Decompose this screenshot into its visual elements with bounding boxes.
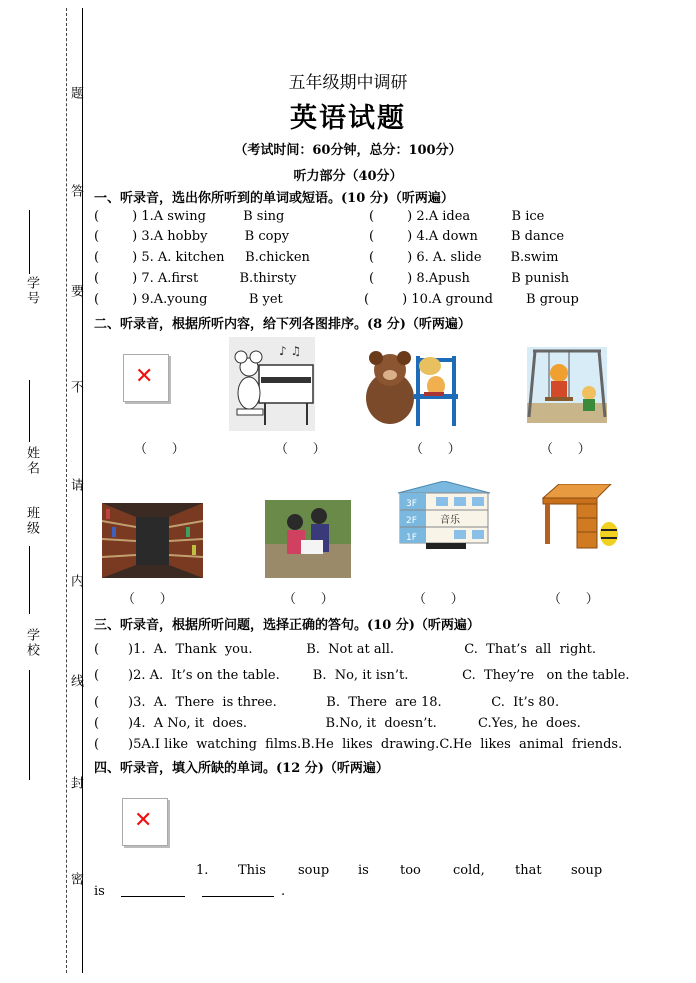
floor-label: 1F [406,533,417,543]
binding-char: 不 [68,380,83,393]
listening-part-title: 听力部分（40分） [293,169,403,184]
section4-title: 四、听录音，填入所缺的单词。(12 分)（听两遍） [94,761,389,776]
picture-order-blank[interactable]: （ ） [275,442,326,457]
s1-q4: ( ) 4.A down B dance [369,229,565,244]
s4-q1-word: 1. [196,863,209,878]
section2-title: 二、听录音，根据所听内容，给下列各图排序。(8 分)（听两遍） [94,317,471,332]
s1-q6: ( ) 6. A. slide B.swim [369,250,559,265]
s1-q5: ( ) 5. A. kitchen B.chicken [94,250,310,265]
binding-char: 内 [68,574,83,587]
s3-q4: ( )4. A No, it does. B.No, it doesn’t. C.Yes, he does. [94,716,581,731]
binding-char: 答 [68,184,83,197]
exam-info: （考试时间：60分钟，总分：100分） [234,143,462,158]
answer-blank-2[interactable] [202,884,274,897]
section1-title: 一、听录音，选出你所听到的单词或短语。(10 分)（听两遍） [94,191,454,206]
picture-order-blank[interactable]: （ ） [540,442,591,457]
svg-text:♪ ♫: ♪ ♫ [279,344,302,358]
s1-q2: ( ) 2.A idea B ice [369,209,545,224]
library-bookshelves-picture [102,503,203,578]
s1-q7: ( ) 7. A.first B.thirsty [94,271,297,286]
s4-q1-word: is [358,863,369,878]
class-blank[interactable] [29,546,30,614]
picture-order-blank[interactable]: （ ） [134,442,185,457]
class-label: 班级 [24,506,39,536]
school-building-picture [396,481,492,551]
s1-q3: ( ) 3.A hobby B copy [94,229,290,244]
school-blank[interactable] [29,670,30,780]
s3-q1: ( )1. A. Thank you. B. Not at all. C. That’s all right. [94,642,597,657]
answer-blank-1[interactable] [121,884,185,897]
binding-char: 要 [68,284,83,297]
broken-image-icon: ✕ [122,798,168,846]
school-label: 学校 [24,628,39,658]
binding-char: 线 [68,674,83,687]
picture-order-blank[interactable]: （ ） [410,442,461,457]
s4-q1-word: This [238,863,266,878]
swing-picture [527,347,607,423]
grade-title: 五年级期中调研 [288,73,408,93]
s4-q1-continuation: is [94,884,105,899]
exam-title: 英语试题 [290,103,406,134]
music-room-sign: 音乐 [440,515,460,526]
broken-image-icon: ✕ [123,354,169,402]
bear-and-dog-chair-picture [364,348,464,428]
floor-label: 3F [406,499,417,509]
binding-char: 密 [68,872,83,885]
mouse-piano-picture [229,337,315,431]
children-reading-picture [265,500,351,578]
section3-title: 三、听录音，根据所听问题，选择正确的答句。(10 分)（听两遍） [94,618,480,633]
s4-q1-word: soup [571,863,603,878]
s4-q1-word: soup [298,863,330,878]
s4-q1-word: cold, [453,863,485,878]
s3-q3: ( )3. A. There is three. B. There are 18. C. It’s 80. [94,695,560,710]
s4-q1-period: . [281,884,286,899]
floor-label: 2F [406,516,417,526]
binding-char: 请 [68,478,83,491]
picture-order-blank[interactable]: （ ） [548,592,599,607]
s3-q5: ( )5A.I like watching films.B.He likes drawing.C.He likes animal friends. [94,737,623,752]
name-blank[interactable] [29,380,30,442]
s1-q1: ( ) 1.A swing B sing [94,209,285,224]
picture-order-blank[interactable]: （ ） [413,592,464,607]
s3-q2: ( )2. A. It’s on the table. B. No, it isn’t. C. They’re on the table. [94,668,630,683]
s4-q1-word: too [400,863,421,878]
student-id-blank[interactable] [29,210,30,274]
picture-order-blank[interactable]: （ ） [283,592,334,607]
name-label: 姓名 [24,446,39,476]
student-id-label: 学号 [24,276,39,306]
s1-q10: ( ) 10.A ground B group [364,292,579,307]
s1-q8: ( ) 8.Apush B punish [369,271,570,286]
desk-picture [541,484,621,550]
binding-char: 题 [68,86,83,99]
picture-order-blank[interactable]: （ ） [122,592,173,607]
s1-q9: ( ) 9.A.young B yet [94,292,283,307]
s4-q1-word: that [515,863,542,878]
binding-char: 封 [68,776,83,789]
